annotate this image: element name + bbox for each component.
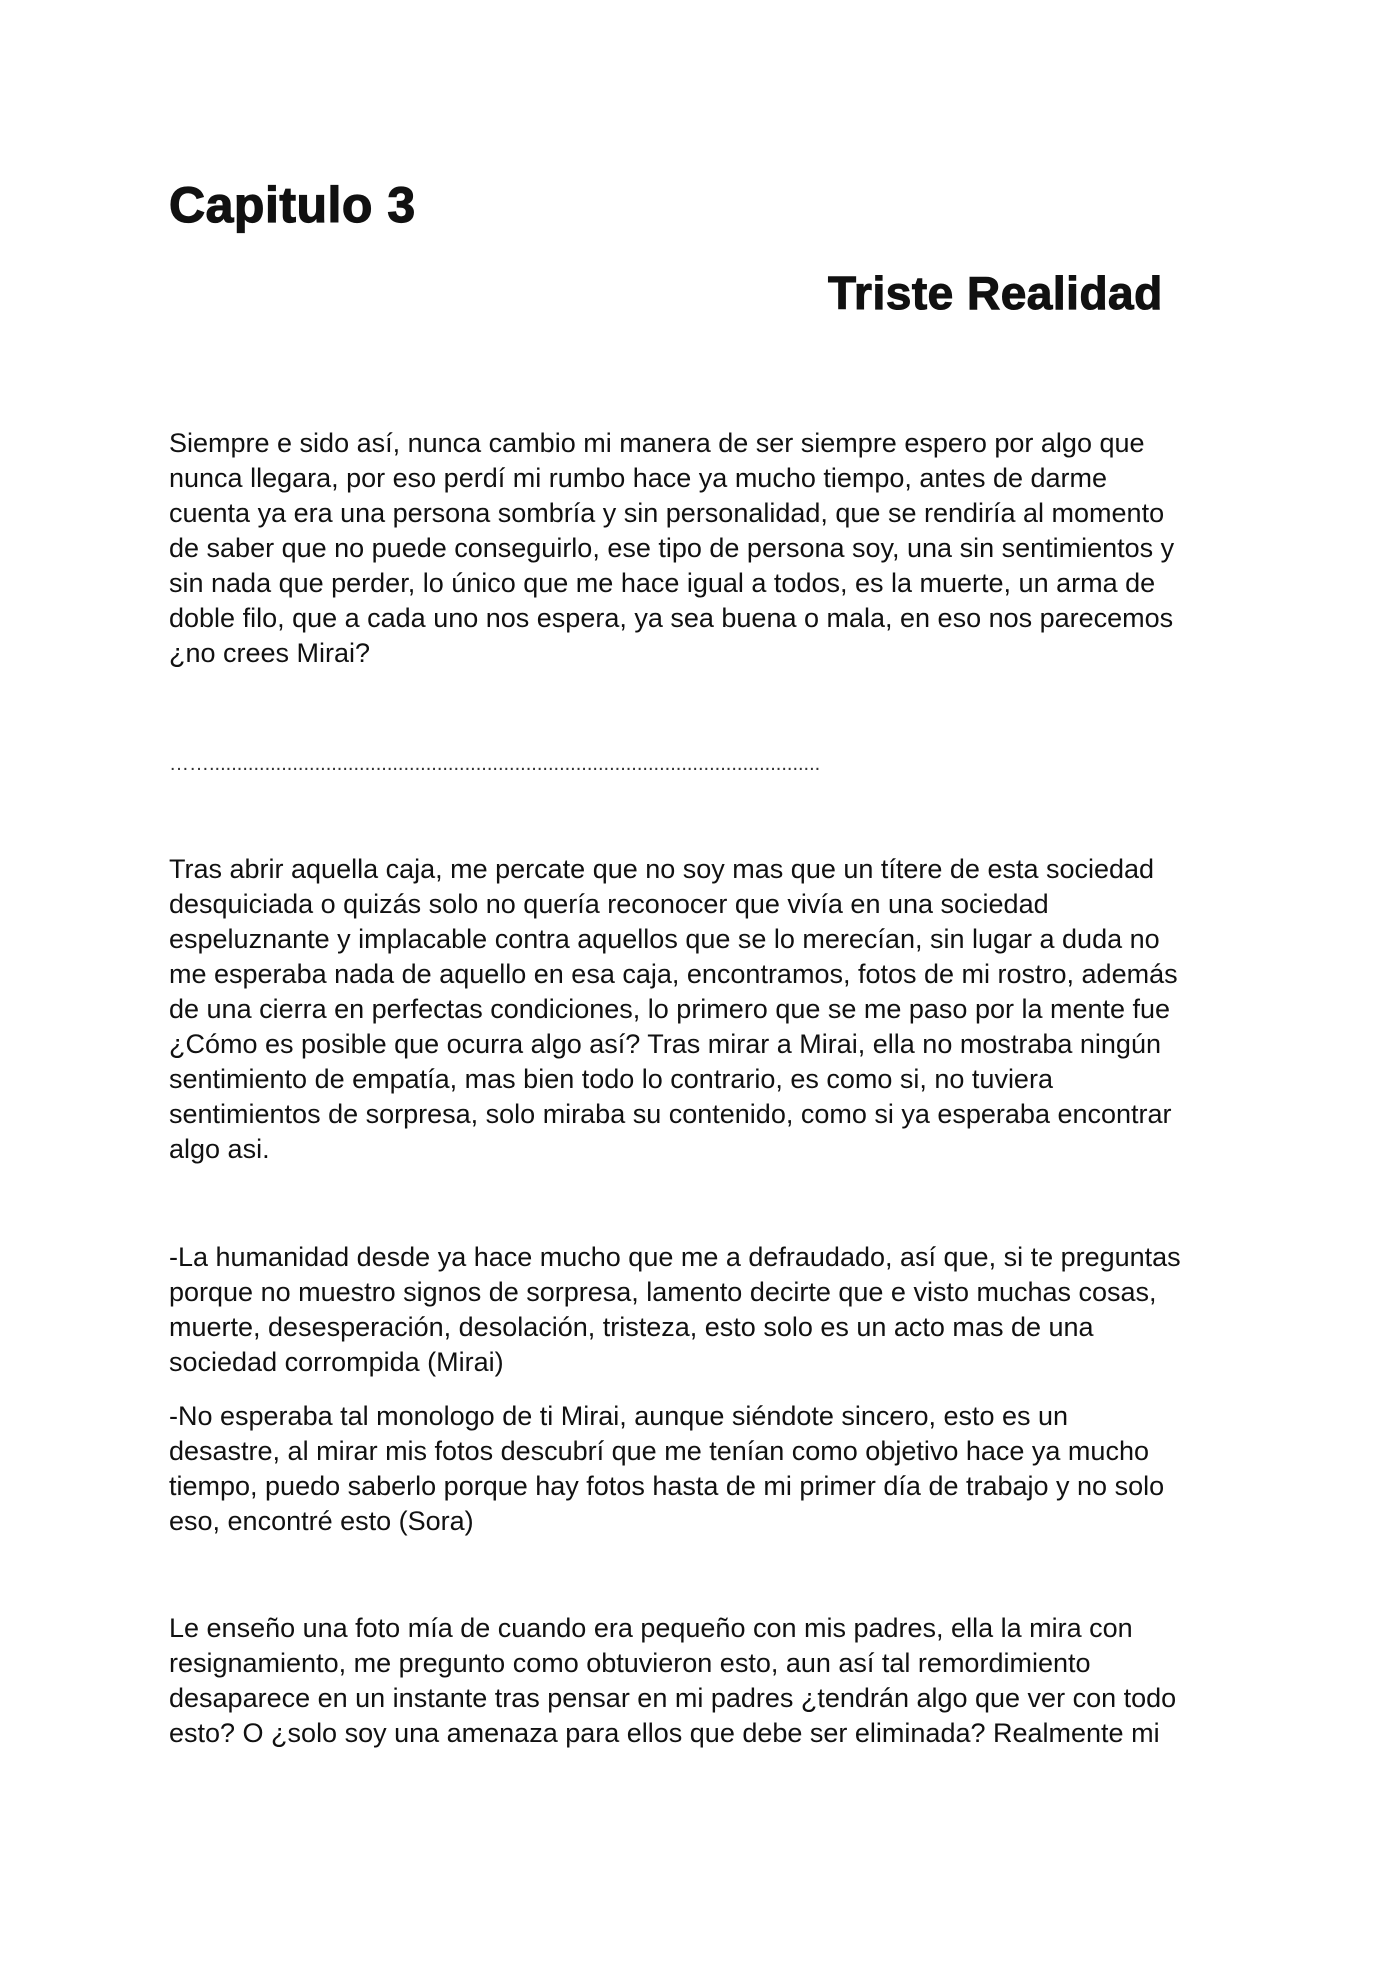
- chapter-subtitle: Triste Realidad: [828, 267, 1163, 319]
- text-line: eso, encontré esto (Sora): [169, 1506, 474, 1536]
- text-line: Siempre e sido así, nunca cambio mi manera de ser siempre espero por algo que: [169, 428, 1145, 458]
- text-line: muerte, desesperación, desolación, tristeza, esto solo es un acto mas de una: [169, 1312, 1094, 1342]
- text-line: sentimientos de sorpresa, solo miraba su contenido, como si ya esperaba encontrar: [169, 1099, 1172, 1129]
- text-line: de una cierra en perfectas condiciones, lo primero que se me paso por la mente fue: [169, 994, 1171, 1024]
- text-line: ¿Cómo es posible que ocurra algo así? Tras mirar a Mirai, ella no mostraba ningún: [169, 1029, 1161, 1059]
- text-line: resignamiento, me pregunto como obtuvieron esto, aun así tal remordimiento: [169, 1648, 1091, 1678]
- text-line: cuenta ya era una persona sombría y sin personalidad, que se rendiría al momento: [169, 498, 1165, 528]
- dotted-separator: ……..............................................................................................................: [169, 753, 821, 775]
- text-line: me esperaba nada de aquello en esa caja, encontramos, fotos de mi rostro, además: [169, 959, 1178, 989]
- text-line: Le enseño una foto mía de cuando era pequeño con mis padres, ella la mira con: [169, 1613, 1133, 1643]
- text-line: sociedad corrompida (Mirai): [169, 1347, 504, 1377]
- text-line: desaparece en un instante tras pensar en mi padres ¿tendrán algo que ver con todo: [169, 1683, 1177, 1713]
- text-line: doble filo, que a cada uno nos espera, ya sea buena o mala, en eso nos parecemos: [169, 603, 1174, 633]
- text-line: ¿no crees Mirai?: [169, 638, 371, 668]
- text-line: algo asi.: [169, 1134, 270, 1164]
- text-line: espeluznante y implacable contra aquellos que se lo merecían, sin lugar a duda no: [169, 924, 1160, 954]
- text-line: Tras abrir aquella caja, me percate que no soy mas que un títere de esta sociedad: [169, 854, 1155, 884]
- text-line: porque no muestro signos de sorpresa, lamento decirte que e visto muchas cosas,: [169, 1277, 1157, 1307]
- text-line: de saber que no puede conseguirlo, ese tipo de persona soy, una sin sentimientos y: [169, 533, 1175, 563]
- text-line: sin nada que perder, lo único que me hace igual a todos, es la muerte, un arma de: [169, 568, 1156, 598]
- text-line: -No esperaba tal monologo de ti Mirai, aunque siéndote sincero, esto es un: [169, 1401, 1069, 1431]
- text-line: nunca llegara, por eso perdí mi rumbo hace ya mucho tiempo, antes de darme: [169, 463, 1108, 493]
- text-line: sentimiento de empatía, mas bien todo lo contrario, es como si, no tuviera: [169, 1064, 1053, 1094]
- paragraph-box: [169, 852, 1178, 1167]
- text-line: -La humanidad desde ya hace mucho que me a defraudado, así que, si te preguntas: [169, 1242, 1181, 1272]
- paragraph-dialogue-sora: [169, 1399, 1164, 1539]
- paragraph-dialogue-mirai: [169, 1240, 1181, 1380]
- text-line: desastre, al mirar mis fotos descubrí que me tenían como objetivo hace ya mucho: [169, 1436, 1149, 1466]
- paragraph-intro: [169, 426, 1174, 671]
- text-line: desquiciada o quizás solo no quería reconocer que vivía en una sociedad: [169, 889, 1049, 919]
- chapter-title: Capitulo 3: [169, 177, 416, 233]
- text-line: esto? O ¿solo soy una amenaza para ellos que debe ser eliminada? Realmente mi: [169, 1718, 1160, 1748]
- text-line: tiempo, puedo saberlo porque hay fotos hasta de mi primer día de trabajo y no solo: [169, 1471, 1165, 1501]
- paragraph-photo: [169, 1611, 1176, 1751]
